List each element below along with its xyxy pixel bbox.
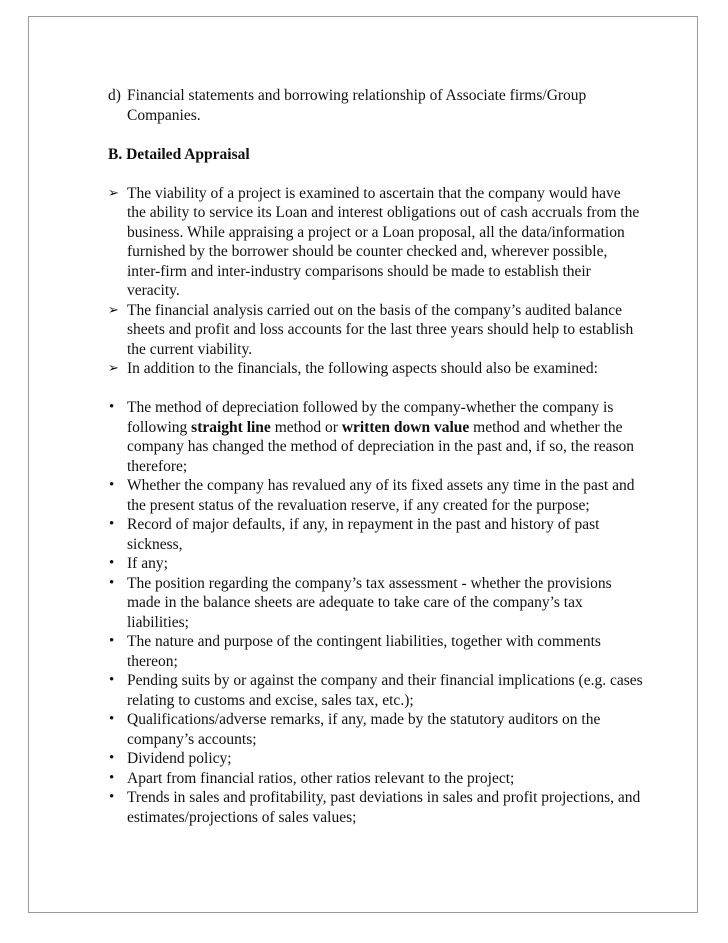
bullet-item-text: The nature and purpose of the contingent liabilities, together with comments thereon; <box>127 633 601 670</box>
section-heading: B. Detailed Appraisal <box>108 145 250 163</box>
bullet-item-text: If any; <box>127 555 168 572</box>
bullet-dot-icon: • <box>109 633 115 649</box>
bullet-list-item <box>108 554 643 574</box>
bullet-item-text: Qualifications/adverse remarks, if any, made by the statutory auditors on the company’s accounts; <box>127 711 601 748</box>
bullet-dot-icon: • <box>109 789 115 805</box>
bullet-item-text: The position regarding the company’s tax assessment - whether the provisions made in the balance sheets are adequate to take care of the company’s tax liabilities; <box>127 574 612 631</box>
arrow-list-item <box>108 184 643 301</box>
arrow-bullet-icon: ➢ <box>108 361 119 376</box>
bullet-item-text: Whether the company has revalued any of its fixed assets any time in the past and the present status of the revaluation reserve, if any created for the purpose; <box>127 477 635 514</box>
bullet-dot-icon: • <box>109 477 115 493</box>
arrow-bullet-icon: ➢ <box>108 185 119 201</box>
arrow-list-item <box>108 359 643 379</box>
bullet-item-text: Dividend policy; <box>127 750 232 767</box>
bullet-dot-icon: • <box>109 750 115 766</box>
bullet-dot-icon: • <box>109 516 115 532</box>
bullet-list-item <box>108 515 643 554</box>
text-fragment: method or <box>270 418 342 436</box>
bullet-dot-icon: • <box>109 711 115 727</box>
bullet-dot-icon: • <box>109 672 115 688</box>
bullet-list-item <box>108 632 643 671</box>
bullet-item-text: Pending suits by or against the company and their financial implications (e.g. cases relating to customs and excise, sales tax, etc.); <box>127 672 643 709</box>
bullet-list-item <box>108 769 643 789</box>
list-marker-d: d) <box>108 87 121 104</box>
bullet-list-item <box>108 398 643 476</box>
bullet-list-item <box>108 671 643 710</box>
bold-term-straight-line: straight line <box>191 418 271 436</box>
bullet-item-text <box>127 399 634 475</box>
arrow-item-text: The viability of a project is examined to ascertain that the company would have the ability to service its Loan and interest obligations out of cash accruals from the business. While appraising a project or a Loan proposal, all the data/information furnished by the borrower should be counter checked and, wherever possible, inter-firm and inter-industry comparisons should be made to establish their veracity. <box>127 184 640 299</box>
bullet-dot-icon: • <box>109 555 115 571</box>
spacer <box>108 379 643 399</box>
bullet-item-text: Apart from financial ratios, other ratios relevant to the project; <box>127 769 515 787</box>
arrow-bullet-icon: ➢ <box>108 302 119 318</box>
bullet-list-item <box>108 788 643 827</box>
spacer <box>108 164 643 184</box>
bullet-list-item <box>108 476 643 515</box>
bullet-list-item <box>108 749 643 769</box>
arrow-item-text: In addition to the financials, the following aspects should also be examined: <box>127 360 598 377</box>
list-item-text: Financial statements and borrowing relationship of Associate firms/Group Companies. <box>127 87 587 124</box>
bullet-dot-icon: • <box>109 769 115 786</box>
arrow-list-item <box>108 301 643 360</box>
bullet-dot-icon: • <box>109 399 115 415</box>
bullet-dot-icon: • <box>109 574 115 591</box>
bullet-item-text: Record of major defaults, if any, in repayment in the past and history of past sickness, <box>127 516 600 553</box>
document-content <box>108 86 643 827</box>
arrow-item-text: The financial analysis carried out on the basis of the company’s audited balance sheets and profit and loss accounts for the last three years should help to establish the current viability. <box>127 301 634 358</box>
bold-term-written-down-value: written down value <box>341 418 470 436</box>
bullet-list-item <box>108 574 643 633</box>
bullet-list-item <box>108 710 643 749</box>
bullet-item-text: Trends in sales and profitability, past deviations in sales and profit projections, and estimates/projections of sales values; <box>127 789 641 826</box>
text-fragment: The method of depreciation followed by the company-whether the company is following <box>127 399 614 436</box>
text-fragment: method and whether the company has changed the method of depreciation in the past and, if so, the reason therefore; <box>127 418 635 475</box>
list-item-d <box>108 86 643 125</box>
